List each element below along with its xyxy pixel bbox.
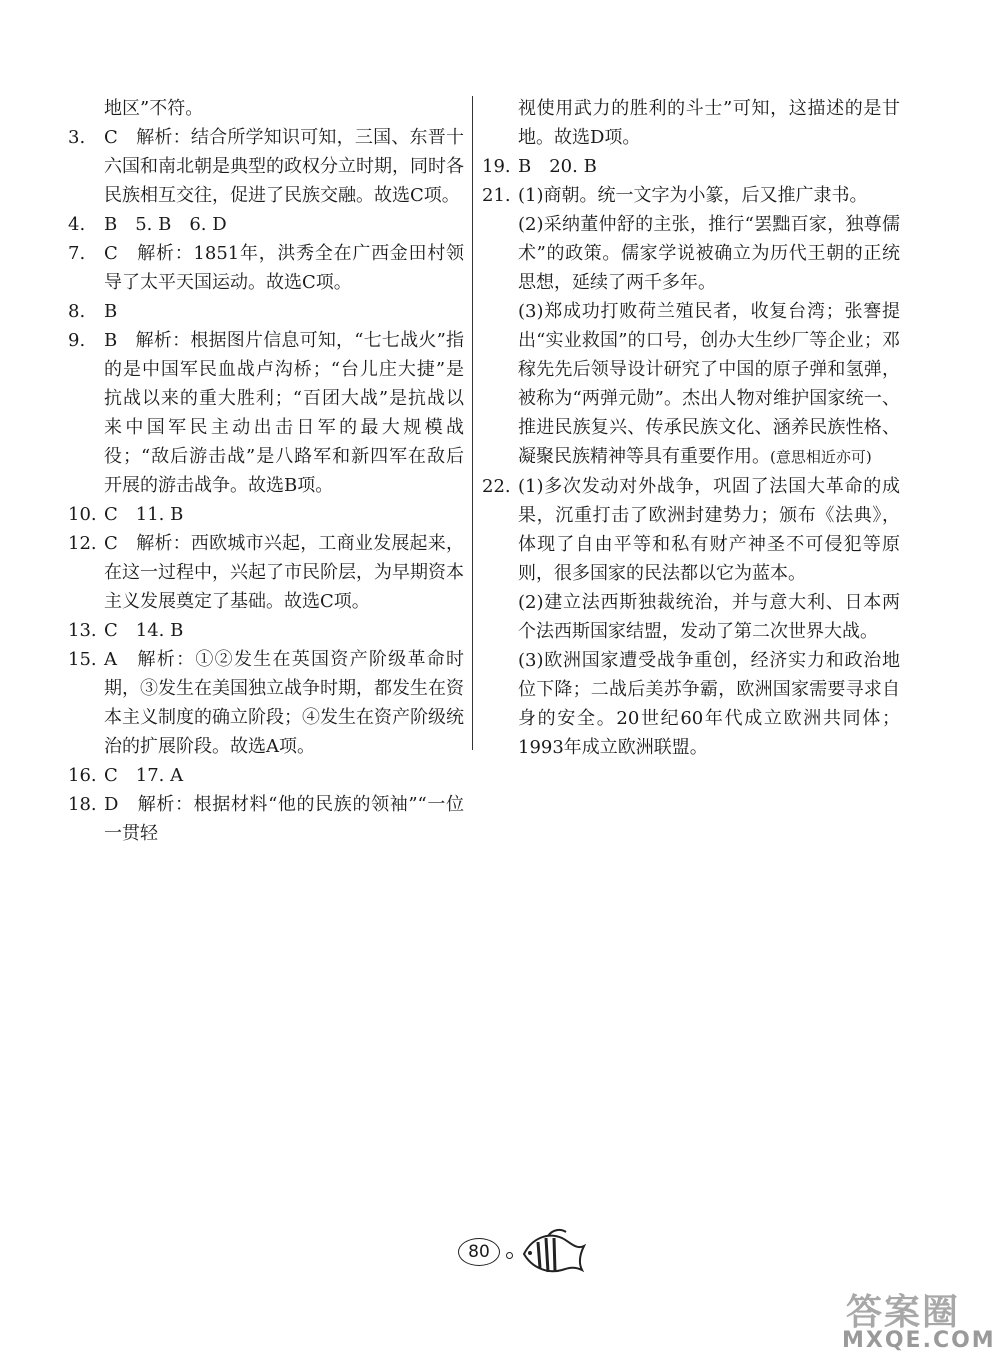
watermark-cn: 答案圈: [846, 1292, 961, 1333]
question-number: 19.: [482, 156, 511, 177]
answer-22-part-3: (3)欧洲国家遭受战争重创，经济实力和政治地位下降；二战后美苏争霸，欧洲国家需要寻求自身的安全。20世纪60年代成立欧洲共同体；1993年成立欧洲联盟。: [518, 650, 900, 758]
question-number: 21.: [482, 185, 511, 206]
answer-text: B: [104, 301, 118, 322]
watermark-logo: [832, 1284, 996, 1364]
column-divider: [472, 96, 473, 750]
answer-note: (意思相近亦可): [770, 448, 872, 466]
question-number: 3.: [68, 127, 86, 148]
question-number: 18.: [68, 794, 97, 815]
answer-item: [68, 529, 464, 616]
question-number: 7.: [68, 243, 86, 264]
answer-item: [68, 616, 464, 645]
dot-icon: [506, 1252, 513, 1259]
answer-item: [68, 326, 464, 500]
page-number: 80: [458, 1238, 500, 1266]
watermark-url: MXQE.COM: [842, 1328, 996, 1353]
angelfish-icon: [518, 1228, 588, 1276]
answer-19: [482, 152, 900, 181]
answer-21-part-2: (2)采纳董仲舒的主张，推行“罢黜百家，独尊儒术”的政策。儒家学说被确立为历代王朝的正统思想，延续了两千多年。: [518, 214, 900, 293]
question-number: 8.: [68, 301, 86, 322]
answer-text: B 5. B 6. D: [104, 214, 227, 235]
answer-text: 视使用武力的胜利的斗士”可知，这描述的是甘地。故选D项。: [518, 98, 900, 148]
answer-text: B 解析：根据图片信息可知，“七七战火”指的是中国军民血战卢沟桥；“台儿庄大捷”是抗战以来的重大胜利；“百团大战”是抗战以来中国军民主动出击日军的最大规模战役；“敌后游击战”是八路军和新四军在敌后开展的游击战争。故选B项。: [104, 330, 464, 496]
answer-item: [68, 94, 464, 123]
answer-text: C 14. B: [104, 620, 184, 641]
right-column: [482, 94, 900, 762]
answer-22-part-2: (2)建立法西斯独裁统治，并与意大利、日本两个法西斯国家结盟，发动了第二次世界大战。: [518, 592, 900, 642]
answer-18-continued: [482, 94, 900, 152]
answer-text: C 解析：1851年，洪秀全在广西金田村领导了太平天国运动。故选C项。: [104, 243, 464, 293]
answer-text: B 20. B: [518, 156, 597, 177]
question-number: 16.: [68, 765, 97, 786]
answer-item: [68, 790, 464, 848]
left-column: [68, 94, 464, 848]
answer-item: [68, 297, 464, 326]
answer-22-part-1: (1)多次发动对外战争，巩固了法国大革命的成果，沉重打击了欧洲封建势力；颁布《法典》，体现了自由平等和私有财产神圣不可侵犯等原则，很多国家的民法都以它为蓝本。: [518, 476, 900, 584]
question-number: 13.: [68, 620, 97, 641]
answer-text: C 解析：结合所学知识可知，三国、东晋十六国和南北朝是典型的政权分立时期，同时各民族相互交往，促进了民族交融。故选C项。: [104, 127, 464, 206]
answer-text: A 解析：①②发生在英国资产阶级革命时期，③发生在美国独立战争时期，都发生在资本主义制度的确立阶段；④发生在资产阶级统治的扩展阶段。故选A项。: [104, 649, 464, 757]
answer-item: [68, 500, 464, 529]
question-number: 9.: [68, 330, 86, 351]
question-number: 22.: [482, 476, 511, 497]
question-number: 12.: [68, 533, 97, 554]
question-number: 4.: [68, 214, 86, 235]
answer-item: [68, 210, 464, 239]
answer-21-part-3: (3)郑成功打败荷兰殖民者，收复台湾；张謇提出“实业救国”的口号，创办大生纱厂等企业；邓稼先先后领导设计研究了中国的原子弹和氢弹，被称为“两弹元勋”。杰出人物对维护国家统一、推进民族复兴、传承民族文化、涵养民族性格、凝聚民族精神等具有重要作用。(意思相近亦可): [518, 301, 900, 467]
question-number: 15.: [68, 649, 97, 670]
answer-text: C 解析：西欧城市兴起，工商业发展起来，在这一过程中，兴起了市民阶层，为早期资本主义发展奠定了基础。故选C项。: [104, 533, 464, 612]
answer-text: D 解析：根据材料“他的民族的领袖”“一位一贯轻: [104, 794, 464, 844]
answer-text: C 17. A: [104, 765, 184, 786]
answer-22: [482, 472, 900, 762]
answer-text: C 11. B: [104, 504, 184, 525]
answer-text: 地区”不符。: [104, 98, 204, 119]
answer-21-part-1: (1)商朝。统一文字为小篆，后又推广隶书。: [518, 185, 868, 206]
answer-item: [68, 239, 464, 297]
question-number: 10.: [68, 504, 97, 525]
answer-item: [68, 123, 464, 210]
answer-21: [482, 181, 900, 472]
answer-item: [68, 645, 464, 761]
answer-item: [68, 761, 464, 790]
